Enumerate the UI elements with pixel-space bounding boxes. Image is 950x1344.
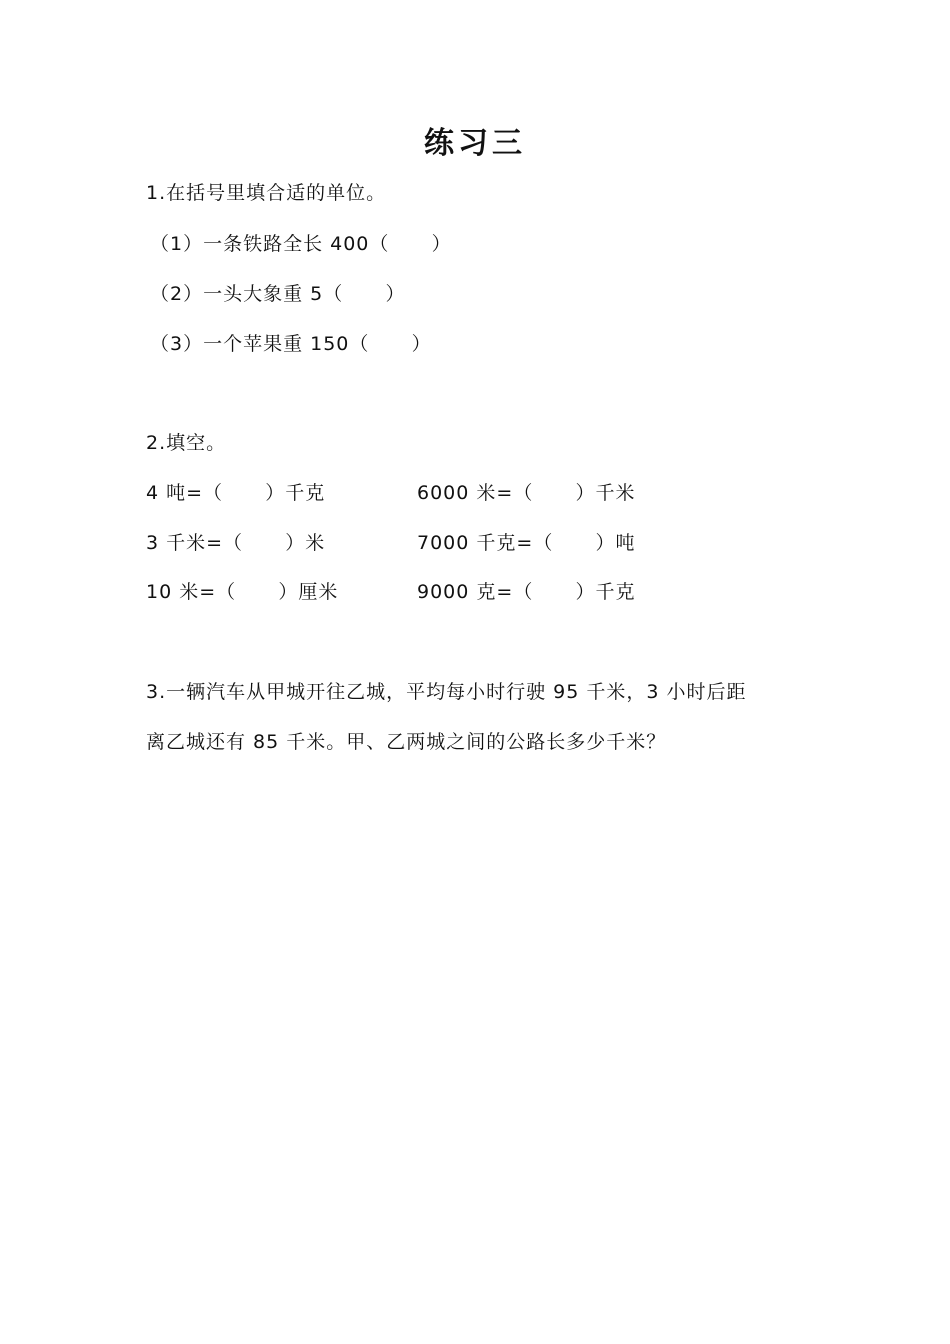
question-1-item-3: （3）一个苹果重 150（ ） [150, 333, 432, 355]
question-1-item-1: （1）一条铁路全长 400（ ） [150, 233, 452, 255]
question-2-row-3-right: 9000 克=（ ）千克 [417, 581, 636, 603]
question-2-row-1-left: 4 吨=（ ）千克 [146, 482, 326, 504]
question-2-row-3-left: 10 米=（ ）厘米 [146, 581, 339, 603]
question-2-row-1-right: 6000 米=（ ）千米 [417, 482, 636, 504]
page-title: 练习三 [424, 126, 526, 161]
question-3-line-2: 离乙城还有 85 千米。甲、乙两城之间的公路长多少千米？ [146, 731, 667, 753]
question-2-row-2-right: 7000 千克=（ ）吨 [417, 532, 636, 554]
question-2-heading: 2.填空。 [146, 432, 227, 454]
question-2-row-2-left: 3 千米=（ ）米 [146, 532, 326, 554]
question-3-line-1: 3.一辆汽车从甲城开往乙城，平均每小时行驶 95 千米，3 小时后距 [146, 681, 747, 703]
question-1-heading: 1.在括号里填合适的单位。 [146, 182, 387, 204]
question-1-item-2: （2）一头大象重 5（ ） [150, 283, 406, 305]
